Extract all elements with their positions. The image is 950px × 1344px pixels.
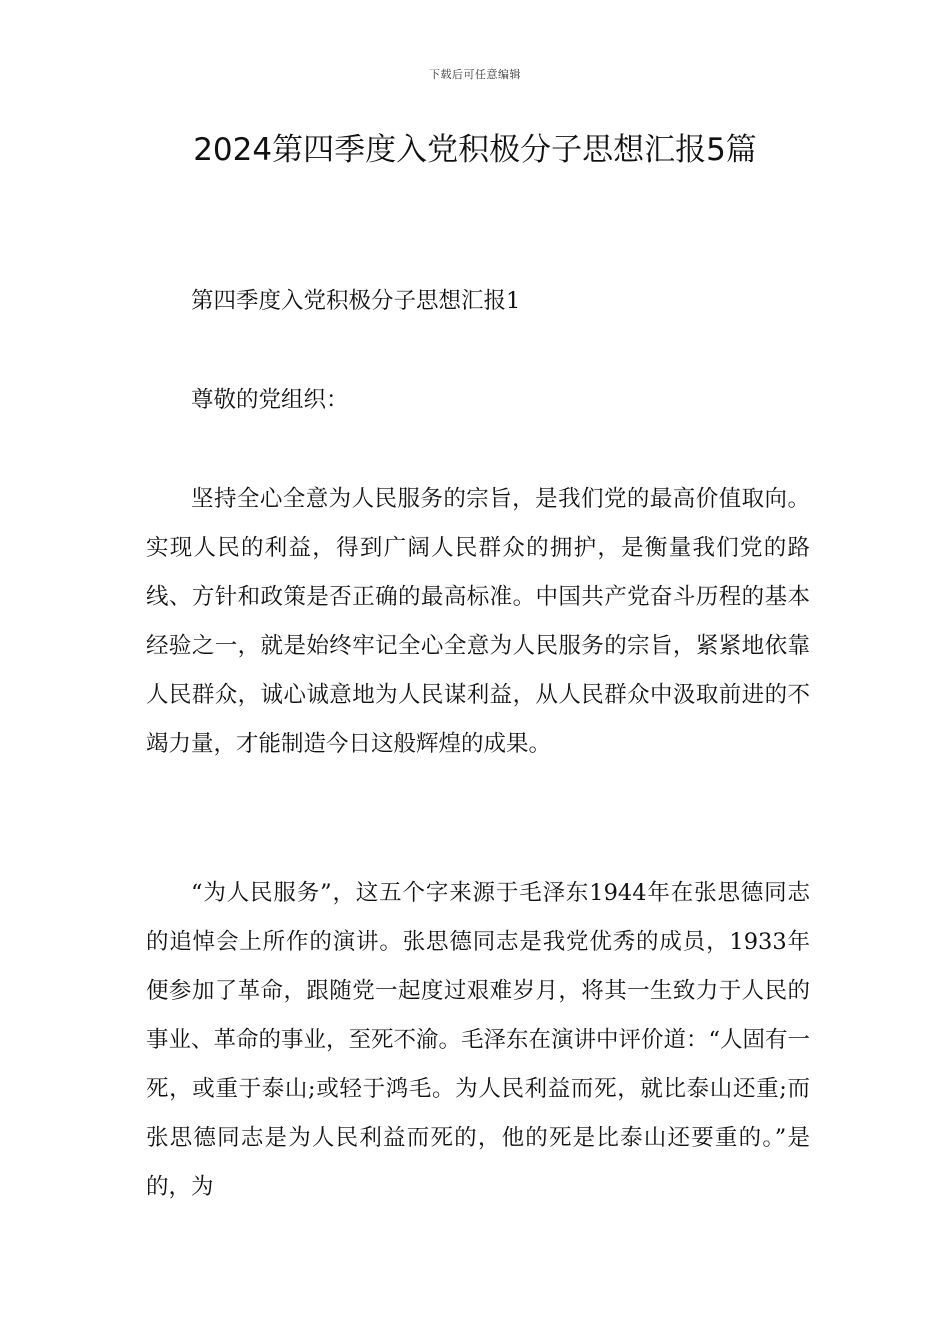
- document-title: 2024第四季度入党积极分子思想汇报5篇: [193, 132, 757, 168]
- header-note: 下载后可任意编辑: [429, 68, 521, 81]
- salutation: 尊敬的党组织：: [191, 387, 349, 413]
- section-heading: 第四季度入党积极分子思想汇报1: [191, 288, 521, 314]
- body-paragraph: “为人民服务”，这五个字来源于毛泽东1944年在张思德同志的追悼会上所作的演讲。张思德同志是我党优秀的成员，1933年便参加了革命，跟随党一起度过艰难岁月，将其一生致力于人民的事业、革命的事业，至死不渝。毛泽东在演讲中评价道：“人固有一死，或重于泰山;或轻于鸿毛。为人民利益而死，就比泰山还重;而张思德同志是为人民利益而死的，他的死是比泰山还要重的。”是的，为: [146, 880, 811, 1200]
- body-paragraph: 坚持全心全意为人民服务的宗旨，是我们党的最高价值取向。实现人民的利益，得到广阔人民群众的拥护，是衡量我们党的路线、方针和政策是否正确的最高标准。中国共产党奋斗历程的基本经验之一，就是始终牢记全心全意为人民服务的宗旨，紧紧地依靠人民群众，诚心诚意地为人民谋利益，从人民群众中汲取前进的不竭力量，才能制造今日这般辉煌的成果。: [146, 486, 810, 757]
